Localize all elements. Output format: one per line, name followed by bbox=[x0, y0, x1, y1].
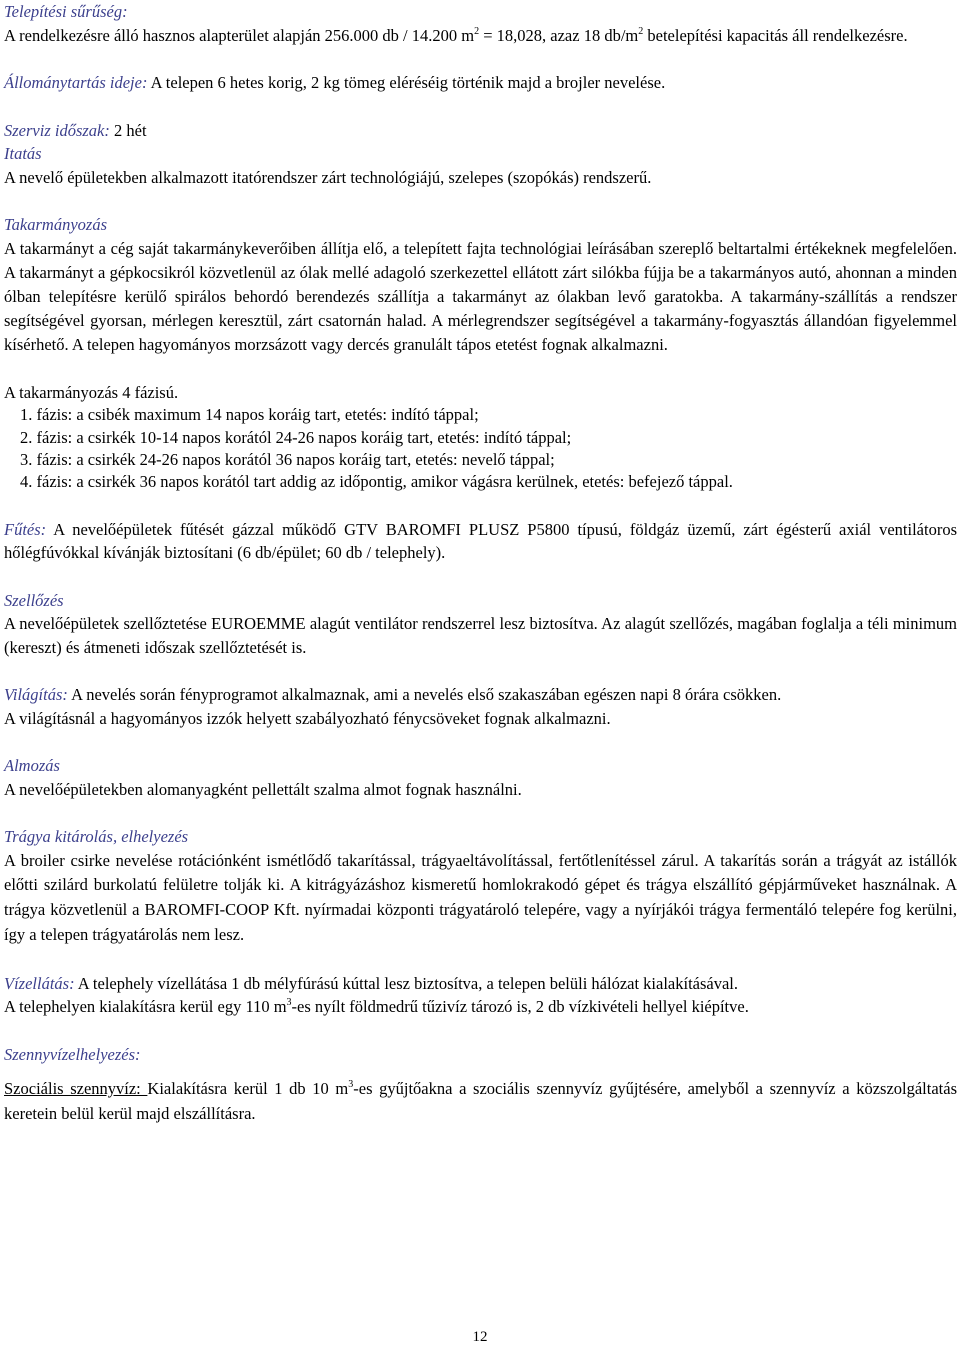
vizellatas-text2: A telephelyen kialakításra kerül egy 110 $m^3-es$ nyílt földmedrű tűzivíz tározó is, 2 db vízkivételi hellyel kiépítve. bbox=[4, 997, 749, 1017]
vilagitas-heading: Világítás: bbox=[4, 685, 68, 705]
itatas-heading: Itatás bbox=[4, 144, 42, 163]
almozas-heading: Almozás bbox=[4, 756, 60, 776]
almozas-text: A nevelőépületekben alomanyagként pellettált szalma almot fognak használni. bbox=[4, 779, 522, 799]
szellozes-text: A nevelőépületek szellőztetése EUROEMME alagút ventilátor rendszerrel lesz biztosítva. Az alagút szellőzés, magában foglalja a téli minimum (kereszt) és átmeneti időszak szellőztetését is. bbox=[4, 614, 957, 657]
szerviz-paragraph: Szerviz időszak: 2 hét bbox=[4, 120, 147, 140]
document-page bbox=[4, 0, 957, 1126]
szennyviz-text: Szociális szennyvíz: Kialakításra kerül 1 db 10 $m^3-es$ gyűjtőakna a szociális szennyvíz gyűjtésére, amelyből a szennyvíz a közszolgáltatás keretein belül kerül majd elszállításra. bbox=[4, 1079, 957, 1124]
telepitesi-text: A rendelkezésre álló hasznos alapterület alapján 256.000 db / 14.200 $m^2 = 18,028$, azaz 18 $db/m^2$ betelepítési kapacitás áll rendelkezésre. bbox=[4, 25, 908, 45]
takarmanyozas-heading: Takarmányozás bbox=[4, 215, 107, 234]
szellozes-heading: Szellőzés bbox=[4, 590, 64, 610]
szennyviz-heading: Szennyvízelhelyezés: bbox=[4, 1044, 141, 1064]
allomany-heading: Állománytartás ideje: bbox=[4, 73, 148, 92]
vilagitas-paragraph: Világítás: A nevelés során fényprogramot alkalmaznak, ami a nevelés első szakaszában egészen napi 8 órára csökken. bbox=[4, 685, 782, 705]
szocialis-subheading: Szociális szennyvíz: bbox=[4, 1079, 148, 1099]
phase-item: 1. fázis: a csibék maximum 14 napos koráig tart, etetés: indító táppal; bbox=[20, 405, 479, 425]
tragya-heading: Trágya kitárolás, elhelyezés bbox=[4, 827, 189, 847]
takarmanyozas-text: A takarmányt a cég saját takarmánykeverőiben állítja elő, a telepített fajta technológiai leírásában szereplő beltartalmi értékeknek megfelelően. A takarmányt a gépkocsikról közvetlenül az ólak mellé adagoló szerkezettel ellátott zárt silókba fújja be a takarmányos autó, ahonnan a minden ólban telepítésre kerülő spirálos behordó berendezés szállítja a takarmányt az ólakban levő garatokba. A takarmány-szállítás a rendszer segítségével gyorsan, mérlegen keresztül, zárt csatornán halad. A mérlegrendszer segítségével a takarmány-fogyasztás állandóan figyelemmel kísérhető. A telepen hagyományos morzsázott vagy dercés granulált tápos etetést fognak alkalmazni. bbox=[4, 238, 957, 354]
allomany-paragraph: Állománytartás ideje: A telepen 6 hetes korig, 2 kg tömeg eléréséig történik majd a brojler nevelése. bbox=[4, 73, 666, 92]
vilagitas-text2: A világításnál a hagyományos izzók helyett szabályozható fénycsöveket fognak alkalmazni. bbox=[4, 708, 611, 728]
szerviz-heading: Szerviz időszak: bbox=[4, 120, 110, 140]
phase-item: 2. fázis: a csirkék 10-14 napos korától 24-26 napos koráig tart, etetés: indító táppal; bbox=[20, 427, 572, 447]
phase-item: 4. fázis: a csirkék 36 napos korától tart addig az időpontig, amikor vágásra kerülnek, etetés: befejező táppal. bbox=[20, 472, 733, 492]
itatas-text: A nevelő épületekben alkalmazott itatórendszer zárt technológiájú, szelepes (szopókás) rendszerű. bbox=[4, 167, 652, 187]
phases-intro: A takarmányozás 4 fázisú. bbox=[4, 382, 179, 402]
futes-heading: Fűtés: bbox=[4, 519, 47, 539]
futes-paragraph: Fűtés: A nevelőépületek fűtését gázzal működő GTV BAROMFI PLUSZ P5800 típusú, földgáz üzemű, zárt égésterű axiál ventilátoros hőlégfúvókkal kívánják biztosítani (6 db/épület; 60 db / telephely). bbox=[4, 519, 957, 563]
telepitesi-heading: Telepítési sűrűség: bbox=[4, 2, 128, 21]
phase-item: 3. fázis: a csirkék 24-26 napos korától 36 napos koráig tart, etetés: nevelő táppal; bbox=[20, 450, 555, 470]
page-number: 12 bbox=[472, 1329, 488, 1345]
vizellatas-paragraph: Vízellátás: A telephely vízellátása 1 db mélyfúrású kúttal lesz biztosítva, a telepen belüli hálózat kialakításával. bbox=[4, 973, 739, 993]
vizellatas-heading: Vízellátás: bbox=[4, 973, 75, 993]
tragya-text: A broiler csirke nevelése rotációnként ismétlődő takarítással, trágyaeltávolítással, fertőtlenítéssel zárul. A takarítás során a trágyát az istállók előtti szilárd burkolatú felületre tolják ki. A kitrágyázáshoz kismeretű homlokrakodó gépet és trágya elszállító gépjárműveket használnak. A trágya közvetlenül a BAROMFI-COOP Kft. nyírmadai központi trágyatároló telepére, vagy a nyírjákói trágya fermentáló telepére fog kerülni, így a telepen trágyatárolás nem lesz. bbox=[4, 850, 957, 945]
